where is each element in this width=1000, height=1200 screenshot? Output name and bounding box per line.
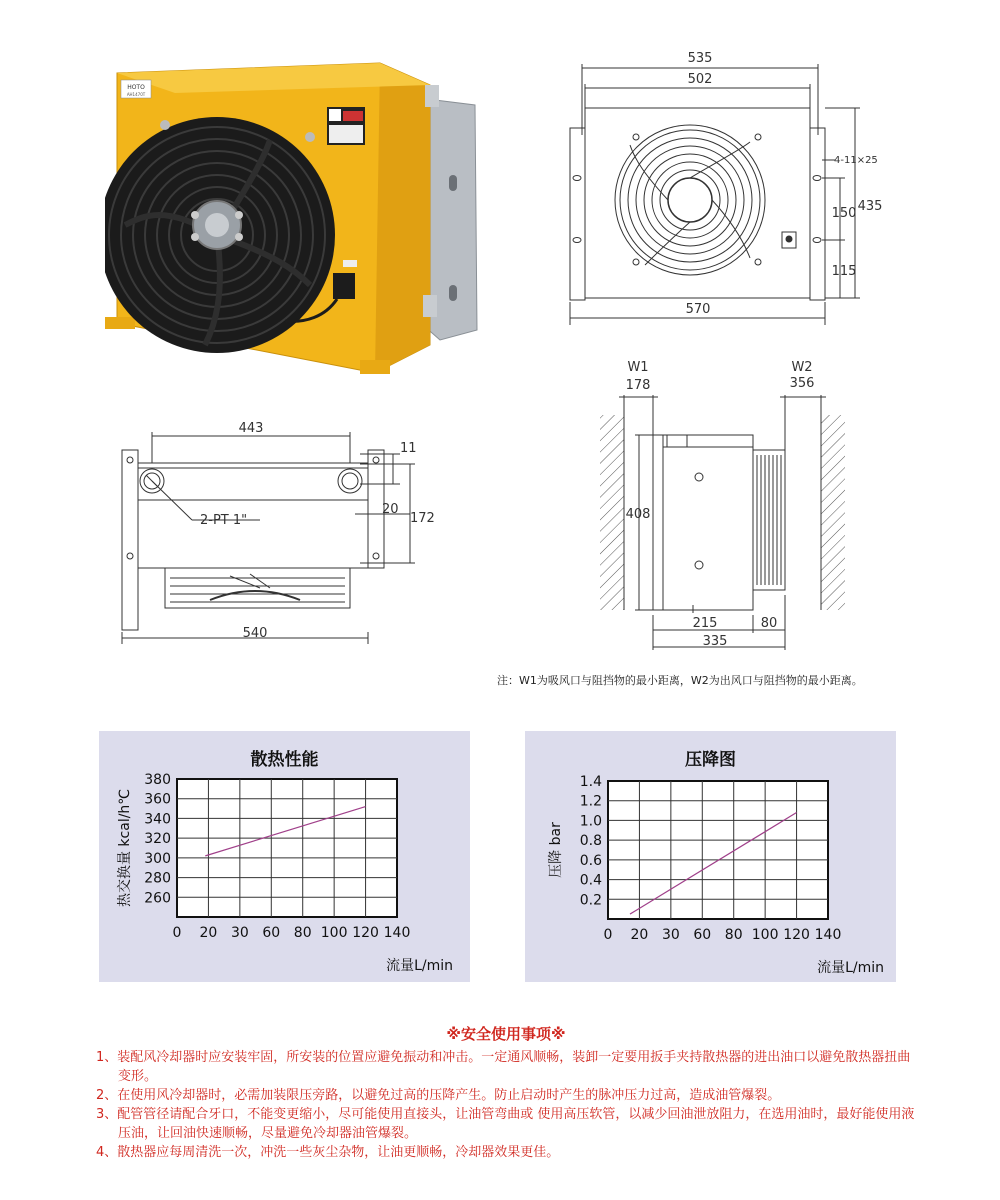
w2-value: 356 [789,376,815,391]
brand-label: HOTO [127,84,145,91]
x-tick-label: 30 [661,927,680,943]
safety-title: ※安全使用事项※ [446,1025,566,1043]
y-tick-label: 1.2 [579,793,602,810]
dim-115: 115 [831,264,857,279]
plot-area [608,781,828,919]
y-tick-label: 0.8 [579,833,602,850]
y-axis-label: 热交换量 kcal/h℃ [117,788,133,908]
x-tick-label: 140 [383,925,411,941]
port-thread-label: 2-PT 1" [200,513,248,528]
dim-335: 335 [702,634,728,649]
y-tick-label: 260 [144,890,171,907]
w1-label: W1 [627,360,649,375]
x-tick-label: 0 [172,925,182,941]
x-tick-label: 20 [199,925,218,941]
chart-title: 散热性能 [250,750,319,770]
x-tick-label: 120 [352,925,379,941]
x-tick-label: 80 [724,927,743,943]
x-tick-label: 0 [603,927,613,943]
safety-item: 3、配管管径请配合牙口，不能变更缩小，尽可能使用直接头，让油管弯曲或 使用高压软管，以减少回油泄放阻力，在选用油时，最好能使用液压油，让回油快速顺畅，尽量避免冷却器油管爆裂。 [96,1107,915,1141]
x-tick-label: 140 [814,927,842,943]
product-photo [105,55,485,385]
x-tick-label: 60 [262,925,281,941]
y-tick-label: 300 [144,850,171,867]
y-tick-label: 340 [144,811,171,828]
bottom-view-drawing [110,418,440,646]
front-view-drawing [560,50,890,325]
dim-20: 20 [382,502,399,517]
dim-502: 502 [687,72,713,87]
x-tick-label: 100 [320,925,348,941]
safety-item: 4、散热器应每周清洗一次，冲洗一些灰尘杂物，让油更顺畅，冷却器效果更佳。 [96,1145,560,1160]
dim-535: 535 [687,51,713,66]
dim-slot: 4-11×25 [834,155,878,166]
pressure-drop-chart-panel [525,731,896,982]
dim-11: 11 [400,441,417,456]
dim-435: 435 [857,199,883,214]
w2-label: W2 [791,360,813,375]
y-tick-label: 280 [144,870,171,887]
safety-item: 2、在使用风冷却器时，必需加装限压旁路，以避免过高的压降产生。防止启动时产生的脉冲压力过高，造成油管爆裂。 [96,1088,781,1103]
x-tick-label: 60 [693,927,712,943]
x-axis-label: 流量L/min [817,960,884,976]
chart-title: 压降图 [685,750,736,770]
dim-443: 443 [238,421,264,436]
dim-150: 150 [831,206,857,221]
w1-value: 178 [625,378,651,393]
dim-215: 215 [692,616,718,631]
x-tick-label: 120 [783,927,810,943]
x-tick-label: 20 [630,927,649,943]
clearance-note: 注：W1为吸风口与阻挡物的最小距离，W2为出风口与阻挡物的最小距离。 [497,674,863,687]
dim-80: 80 [760,616,778,631]
y-tick-label: 0.2 [579,892,602,909]
model-label: AH1470T [126,92,146,97]
y-tick-label: 1.4 [579,774,602,790]
dim-540: 540 [242,626,268,641]
y-tick-label: 320 [144,831,171,848]
x-tick-label: 80 [293,925,312,941]
safety-list [96,1048,916,1162]
plot-area [177,779,397,917]
dim-408: 408 [625,507,651,522]
side-view-drawing [595,355,855,655]
dim-172: 172 [410,511,435,526]
heat-performance-chart [99,731,470,982]
safety-section [96,1025,916,1162]
y-tick-label: 0.6 [579,852,602,869]
x-axis-label: 流量L/min [386,958,453,974]
y-tick-label: 1.0 [579,813,602,830]
y-tick-label: 360 [144,791,171,808]
safety-item: 1、装配风冷却器时应安装牢固，所安装的位置应避免振动和冲击。一定通风顺畅，装卸一定要用扳手夹持散热器的进出油口以避免散热器扭曲变形。 [96,1050,911,1084]
y-tick-label: 380 [144,772,171,788]
pressure-drop-chart [525,731,896,982]
heat-performance-chart-panel [99,731,470,982]
x-tick-label: 30 [230,925,249,941]
y-axis-label: 压降 bar [548,822,564,878]
dim-570: 570 [685,302,711,317]
y-tick-label: 0.4 [579,872,602,889]
x-tick-label: 100 [751,927,779,943]
